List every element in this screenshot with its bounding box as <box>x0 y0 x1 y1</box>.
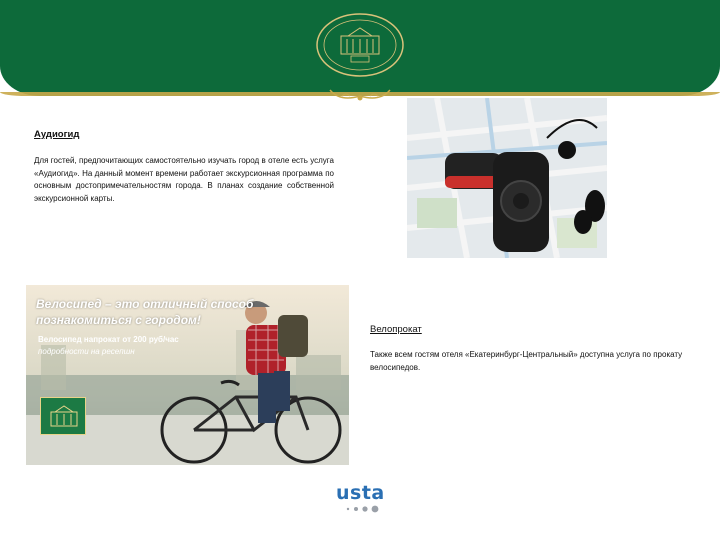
promo-headline-line2: познакомиться с городом! <box>36 313 201 327</box>
hotel-emblem-icon <box>315 12 405 78</box>
usta-logo-icon <box>330 482 390 516</box>
bike-rental-text: Также всем гостям отеля «Екатеринбург-Центральный» доступна услуга по прокату велосипедов. <box>370 350 683 372</box>
audio-player-photo-icon <box>407 98 607 258</box>
audioguide-text: Для гостей, предпочитающих самостоятельно изучать город в отеле есть услуга «Аудиогид». На данный момент времени работает экскурсионная программа по основным достопримечательностям города. В планах создание собственной экскурсионной карты. <box>34 156 334 203</box>
promo-price-text: Велосипед напрокат от 200 руб/час <box>38 335 179 344</box>
header-ornament-icon <box>320 86 400 106</box>
promo-headline-line1: Велосипед – это отличный способ <box>36 297 254 311</box>
bike-photo <box>26 285 349 465</box>
promo-price-box <box>34 333 224 361</box>
promo-note-text: подробности на ресепшн <box>38 347 135 356</box>
audioguide-photo <box>407 98 607 258</box>
usta-dots-icon <box>344 505 384 513</box>
bike-rental-title: Велопрокат <box>370 324 422 335</box>
usta-logo-text: usta <box>336 482 385 504</box>
audioguide-title: Аудиогид <box>34 129 80 140</box>
cyclist-photo-icon <box>26 285 349 465</box>
promo-hotel-logo-icon <box>40 397 86 435</box>
